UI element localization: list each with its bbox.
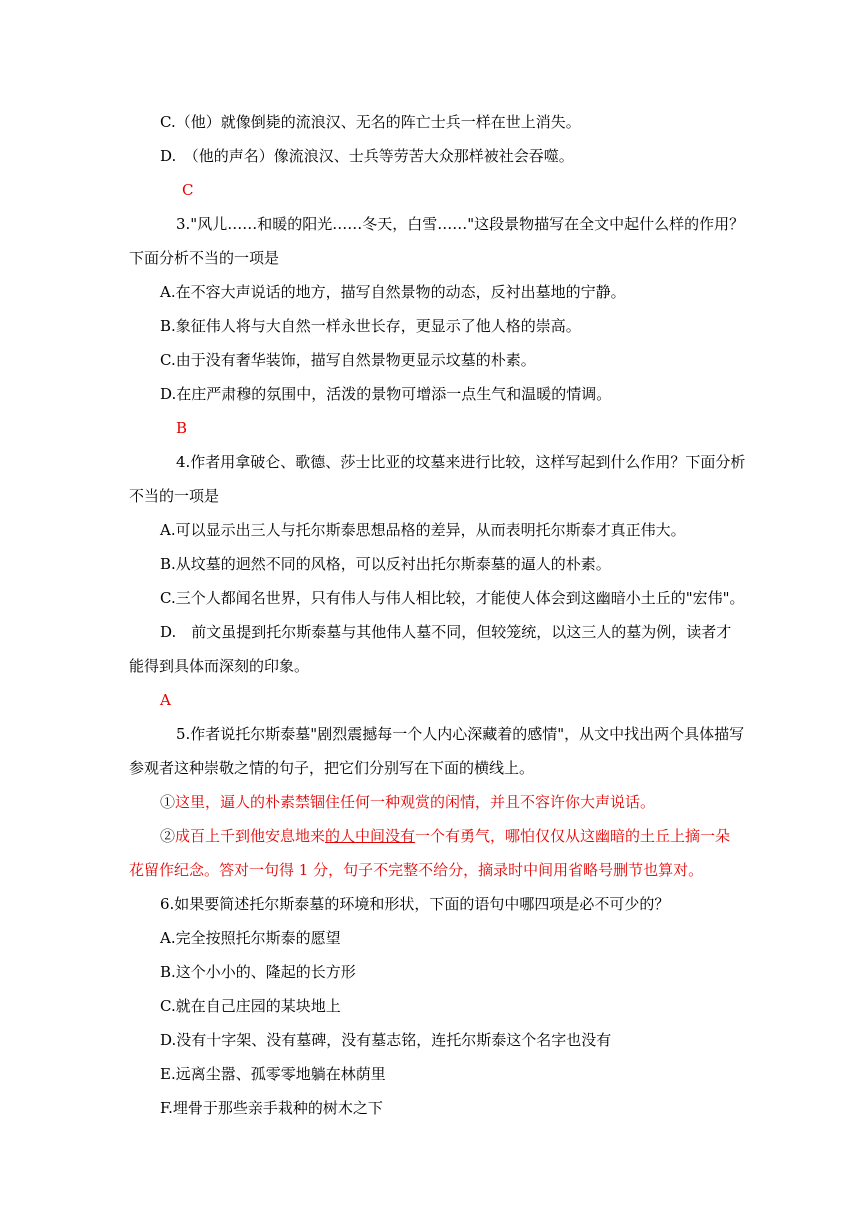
- q4-option-d-continued: 能得到具体而深刻的印象。: [129, 657, 310, 675]
- q5-answer-1-text: 这里，逼人的朴素禁锢住任何一种观赏的闲情，并且不容许你大声说话。: [175, 793, 656, 811]
- q2-option-c: C.（他）就像倒毙的流浪汉、无名的阵亡士兵一样在世上消失。: [160, 113, 581, 131]
- q2-answer: C: [182, 181, 194, 199]
- q4-stem-line1: 4.作者用拿破仑、歌德、莎士比亚的坟墓来进行比较，这样写起到什么作用？下面分析: [176, 453, 746, 471]
- q6-option-e: E.远离尘嚣、孤零零地躺在林荫里: [160, 1065, 386, 1083]
- q5-answer-2-underlined: 的人中间没有: [325, 827, 416, 845]
- q3-stem-line1: 3."风儿……和暖的阳光……冬天，白雪……"这段景物描写在全文中起什么样的作用？: [176, 215, 745, 233]
- q3-option-b: B.象征伟人将与大自然一样永世长存，更显示了他人格的崇高。: [160, 317, 581, 335]
- q5-stem-line2: 参观者这种崇敬之情的句子，把它们分别写在下面的横线上。: [129, 759, 535, 777]
- q5-answer-1-mark: ①: [160, 793, 176, 811]
- q5-answer-2-mark: ②: [160, 827, 176, 845]
- q5-answer-2-line2: 花留作纪念。答对一句得 1 分，句子不完整不给分，摘录时中间用省略号删节也算对。: [129, 861, 704, 879]
- q6-stem: 6.如果要简述托尔斯泰墓的环境和形状，下面的语句中哪四项是必不可少的？: [160, 895, 670, 913]
- q6-option-d: D.没有十字架、没有墓碑，没有墓志铭，连托尔斯泰这个名字也没有: [160, 1031, 612, 1049]
- q3-answer: B: [176, 419, 188, 437]
- q3-option-a: A.在不容大声说话的地方，描写自然景物的动态，反衬出墓地的宁静。: [160, 283, 626, 301]
- q4-option-b: B.从坟墓的迥然不同的风格，可以反衬出托尔斯泰墓的逼人的朴素。: [160, 555, 611, 573]
- q6-option-c: C.就在自己庄园的某块地上: [160, 997, 341, 1015]
- q5-answer-2-part1: 成百上千到他安息地来: [175, 827, 326, 845]
- q6-option-b: B.这个小小的、隆起的长方形: [160, 963, 356, 981]
- q5-answer-1: [160, 792, 655, 812]
- q6-option-f: F.埋骨于那些亲手栽种的树木之下: [160, 1099, 383, 1117]
- q5-stem-line1: 5.作者说托尔斯泰墓"剧烈震撼每一个人内心深藏着的感情"，从文中找出两个具体描写: [176, 725, 745, 743]
- q4-option-c: C.三个人都闻名世界，只有伟人与伟人相比较，才能使人体会到这幽暗小土丘的"宏伟"。: [160, 589, 745, 607]
- q4-option-d: D. 前文虽提到托尔斯泰墓与其他伟人墓不同，但较笼统，以这三人的墓为例，读者才: [160, 623, 732, 641]
- q3-stem-line2: 下面分析不当的一项是: [129, 249, 280, 267]
- q2-option-d: D. （他的声名）像流浪汉、士兵等劳苦大众那样被社会吞噬。: [160, 147, 574, 165]
- q3-option-d: D.在庄严肃穆的氛围中，活泼的景物可增添一点生气和温暖的情调。: [160, 385, 612, 403]
- q4-answer: A: [160, 691, 171, 709]
- q4-option-a: A.可以显示出三人与托尔斯泰思想品格的差异，从而表明托尔斯泰才真正伟大。: [160, 521, 686, 539]
- q4-stem-line2: 不当的一项是: [129, 487, 220, 505]
- q3-option-c: C.由于没有奢华装饰，描写自然景物更显示坟墓的朴素。: [160, 351, 536, 369]
- q5-answer-2-part3: 一个有勇气，哪怕仅仅从这幽暗的土丘上摘一朵: [415, 827, 731, 845]
- q5-answer-2: [160, 826, 730, 846]
- q6-option-a: A.完全按照托尔斯泰的愿望: [160, 929, 341, 947]
